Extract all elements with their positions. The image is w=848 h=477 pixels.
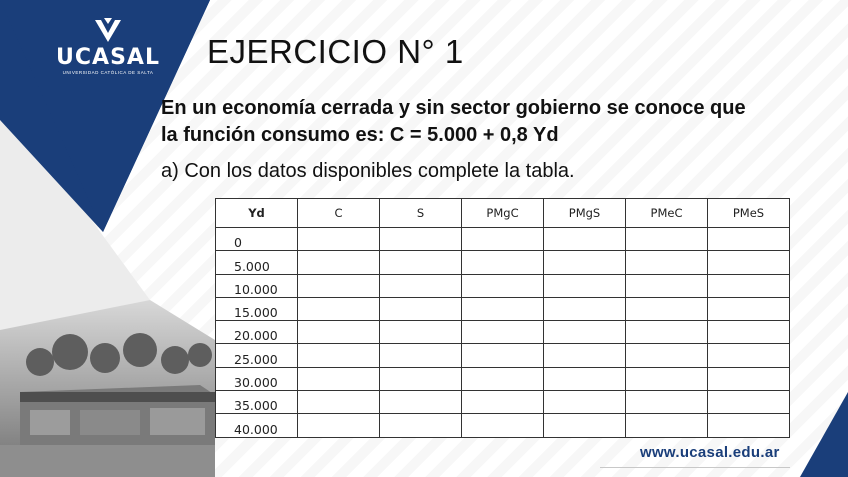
cell-s[interactable] — [380, 297, 462, 320]
cell-pmgc[interactable] — [462, 367, 544, 390]
cell-pmgs[interactable] — [544, 391, 626, 414]
cell-s[interactable] — [380, 228, 462, 251]
cell-pmes[interactable] — [708, 321, 790, 344]
cell-s[interactable] — [380, 414, 462, 437]
cell-s[interactable] — [380, 391, 462, 414]
cell-pmes[interactable] — [708, 391, 790, 414]
cell-pmes[interactable] — [708, 414, 790, 437]
cell-pmgs[interactable] — [544, 297, 626, 320]
cell-pmes[interactable] — [708, 367, 790, 390]
cell-pmgc[interactable] — [462, 297, 544, 320]
cell-pmgs[interactable] — [544, 228, 626, 251]
table-row — [216, 391, 790, 414]
cell-yd: 15.000 — [216, 297, 298, 320]
cell-c[interactable] — [298, 297, 380, 320]
cell-c[interactable] — [298, 274, 380, 297]
cell-c[interactable] — [298, 391, 380, 414]
website-url: www.ucasal.edu.ar — [640, 444, 780, 461]
table-header-row — [216, 199, 790, 228]
cell-c[interactable] — [298, 228, 380, 251]
cell-pmgs[interactable] — [544, 367, 626, 390]
header-pmec: PMeC — [626, 199, 708, 228]
cell-pmec[interactable] — [626, 414, 708, 437]
cell-s[interactable] — [380, 367, 462, 390]
cell-c[interactable] — [298, 251, 380, 274]
statement-line-2: la función consumo es: C = 5.000 + 0,8 Yd — [161, 124, 559, 146]
header-yd: Yd — [216, 199, 298, 228]
consumption-table — [215, 198, 790, 438]
cell-s[interactable] — [380, 344, 462, 367]
cell-pmgc[interactable] — [462, 414, 544, 437]
cell-c[interactable] — [298, 321, 380, 344]
header-pmgc: PMgC — [462, 199, 544, 228]
cell-pmec[interactable] — [626, 344, 708, 367]
header-s: S — [380, 199, 462, 228]
cell-yd: 10.000 — [216, 274, 298, 297]
cell-pmgc[interactable] — [462, 251, 544, 274]
footer-divider — [600, 467, 790, 468]
cell-pmgc[interactable] — [462, 344, 544, 367]
cell-pmec[interactable] — [626, 367, 708, 390]
header-c: C — [298, 199, 380, 228]
cell-yd: 35.000 — [216, 391, 298, 414]
cell-pmes[interactable] — [708, 297, 790, 320]
task-instruction: a) Con los datos disponibles complete la tabla. — [161, 160, 575, 182]
table-row — [216, 414, 790, 437]
cell-pmec[interactable] — [626, 321, 708, 344]
cell-pmgc[interactable] — [462, 391, 544, 414]
cell-pmec[interactable] — [626, 251, 708, 274]
cell-yd: 0 — [216, 228, 298, 251]
table-row — [216, 251, 790, 274]
cell-s[interactable] — [380, 251, 462, 274]
cell-yd: 40.000 — [216, 414, 298, 437]
statement-line-1: En un economía cerrada y sin sector gobierno se conoce que — [161, 97, 746, 119]
table-row — [216, 344, 790, 367]
cell-pmgs[interactable] — [544, 251, 626, 274]
logo-subtitle: UNIVERSIDAD CATÓLICA DE SALTA — [62, 70, 154, 75]
cell-pmes[interactable] — [708, 251, 790, 274]
cell-yd: 20.000 — [216, 321, 298, 344]
cell-yd: 30.000 — [216, 367, 298, 390]
cell-pmes[interactable] — [708, 344, 790, 367]
cell-pmgs[interactable] — [544, 321, 626, 344]
ucasal-logo — [56, 16, 160, 86]
cell-yd: 5.000 — [216, 251, 298, 274]
cell-pmgs[interactable] — [544, 274, 626, 297]
cell-c[interactable] — [298, 367, 380, 390]
table-row — [216, 274, 790, 297]
header-pmgs: PMgS — [544, 199, 626, 228]
table-row — [216, 367, 790, 390]
logo-name: UCASAL — [56, 45, 160, 70]
cell-pmec[interactable] — [626, 391, 708, 414]
cell-pmgc[interactable] — [462, 228, 544, 251]
slide-title: EJERCICIO N° 1 — [207, 33, 464, 70]
cell-c[interactable] — [298, 414, 380, 437]
cell-pmgs[interactable] — [544, 344, 626, 367]
problem-statement — [161, 95, 821, 149]
cell-pmes[interactable] — [708, 228, 790, 251]
ucasal-emblem-icon — [93, 16, 123, 44]
table-row — [216, 228, 790, 251]
cell-pmec[interactable] — [626, 228, 708, 251]
cell-pmgc[interactable] — [462, 274, 544, 297]
cell-pmec[interactable] — [626, 297, 708, 320]
cell-pmgs[interactable] — [544, 414, 626, 437]
cell-yd: 25.000 — [216, 344, 298, 367]
table-row — [216, 321, 790, 344]
table-row — [216, 297, 790, 320]
cell-s[interactable] — [380, 274, 462, 297]
cell-pmec[interactable] — [626, 274, 708, 297]
cell-pmgc[interactable] — [462, 321, 544, 344]
cell-c[interactable] — [298, 344, 380, 367]
cell-pmes[interactable] — [708, 274, 790, 297]
cell-s[interactable] — [380, 321, 462, 344]
header-pmes: PMeS — [708, 199, 790, 228]
